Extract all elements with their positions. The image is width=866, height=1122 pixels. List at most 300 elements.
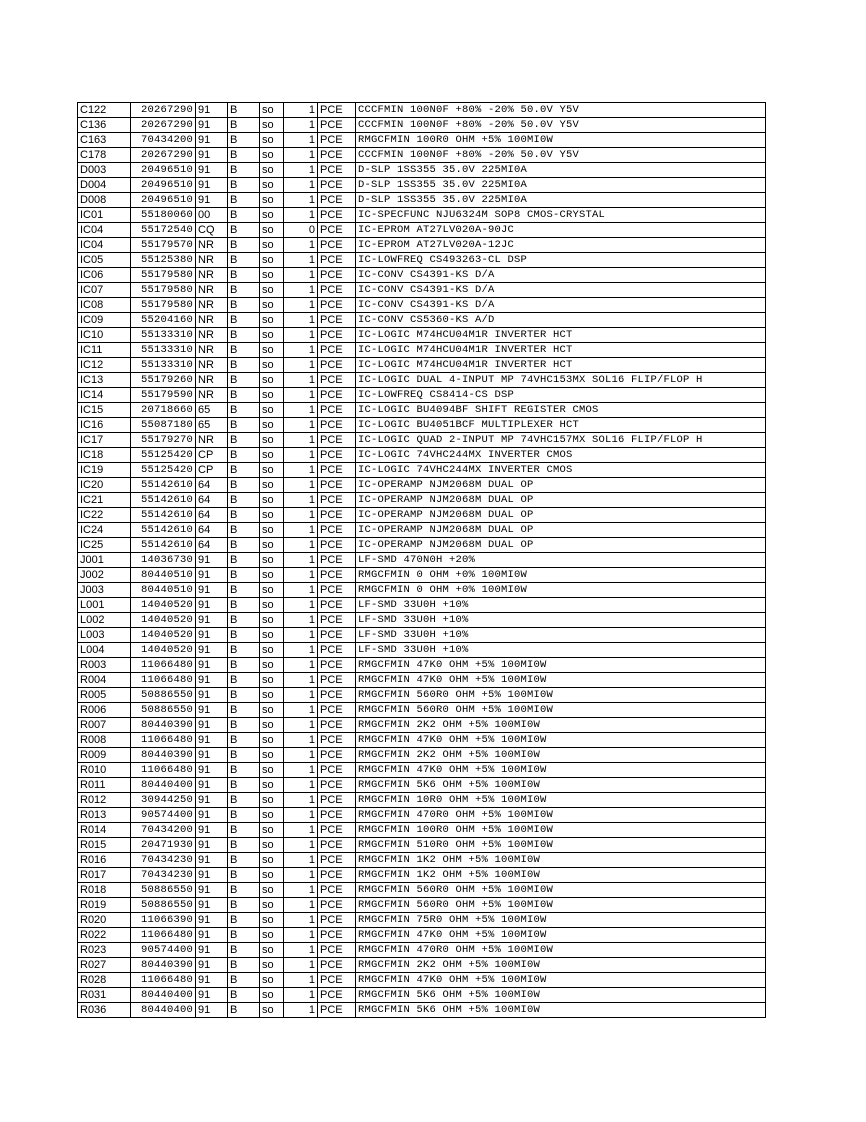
description-cell: RMGCFMIN 100R0 OHM +5% 100MI0W <box>356 133 766 148</box>
table-row <box>78 343 766 358</box>
part-number-cell: 55133310 <box>131 358 196 373</box>
ref-designator-cell: R016 <box>78 853 131 868</box>
source-code-cell: so <box>260 988 284 1003</box>
part-number-cell: 14036730 <box>131 553 196 568</box>
source-code-cell: so <box>260 238 284 253</box>
unit-cell: PCE <box>318 238 356 253</box>
part-number-cell: 14040520 <box>131 613 196 628</box>
description-cell: IC-EPROM AT27LV020A-90JC <box>356 223 766 238</box>
status-code-cell: B <box>228 493 260 508</box>
class-code-cell: 91 <box>196 733 228 748</box>
description-cell: LF-SMD 33U0H +10% <box>356 643 766 658</box>
class-code-cell: NR <box>196 388 228 403</box>
description-cell: RMGCFMIN 470R0 OHM +5% 100MI0W <box>356 943 766 958</box>
description-cell: IC-OPERAMP NJM2068M DUAL OP <box>356 538 766 553</box>
source-code-cell: so <box>260 673 284 688</box>
status-code-cell: B <box>228 238 260 253</box>
part-number-cell: 50886550 <box>131 898 196 913</box>
part-number-cell: 11066390 <box>131 913 196 928</box>
quantity-cell: 1 <box>284 463 318 478</box>
class-code-cell: 91 <box>196 658 228 673</box>
quantity-cell: 1 <box>284 718 318 733</box>
quantity-cell: 1 <box>284 688 318 703</box>
part-number-cell: 11066480 <box>131 763 196 778</box>
unit-cell: PCE <box>318 403 356 418</box>
description-cell: IC-OPERAMP NJM2068M DUAL OP <box>356 478 766 493</box>
class-code-cell: 91 <box>196 568 228 583</box>
part-number-cell: 70434230 <box>131 853 196 868</box>
source-code-cell: so <box>260 868 284 883</box>
ref-designator-cell: IC20 <box>78 478 131 493</box>
table-row <box>78 973 766 988</box>
description-cell: IC-LOGIC BU4051BCF MULTIPLEXER HCT <box>356 418 766 433</box>
status-code-cell: B <box>228 118 260 133</box>
unit-cell: PCE <box>318 823 356 838</box>
quantity-cell: 1 <box>284 418 318 433</box>
description-cell: IC-OPERAMP NJM2068M DUAL OP <box>356 493 766 508</box>
source-code-cell: so <box>260 388 284 403</box>
quantity-cell: 1 <box>284 208 318 223</box>
description-cell: RMGCFMIN 1K2 OHM +5% 100MI0W <box>356 868 766 883</box>
quantity-cell: 1 <box>284 268 318 283</box>
description-cell: RMGCFMIN 0 OHM +0% 100MI0W <box>356 583 766 598</box>
ref-designator-cell: IC25 <box>78 538 131 553</box>
unit-cell: PCE <box>318 793 356 808</box>
table-row <box>78 598 766 613</box>
table-row <box>78 868 766 883</box>
description-cell: IC-CONV CS4391-KS D/A <box>356 268 766 283</box>
class-code-cell: 91 <box>196 748 228 763</box>
description-cell: RMGCFMIN 10R0 OHM +5% 100MI0W <box>356 793 766 808</box>
class-code-cell: 65 <box>196 418 228 433</box>
description-cell: RMGCFMIN 510R0 OHM +5% 100MI0W <box>356 838 766 853</box>
ref-designator-cell: IC12 <box>78 358 131 373</box>
source-code-cell: so <box>260 688 284 703</box>
quantity-cell: 1 <box>284 523 318 538</box>
part-number-cell: 30944250 <box>131 793 196 808</box>
description-cell: RMGCFMIN 2K2 OHM +5% 100MI0W <box>356 958 766 973</box>
part-number-cell: 55133310 <box>131 343 196 358</box>
table-row <box>78 388 766 403</box>
quantity-cell: 1 <box>284 328 318 343</box>
table-row <box>78 493 766 508</box>
source-code-cell: so <box>260 193 284 208</box>
class-code-cell: 91 <box>196 823 228 838</box>
table-row <box>78 118 766 133</box>
source-code-cell: so <box>260 733 284 748</box>
unit-cell: PCE <box>318 703 356 718</box>
status-code-cell: B <box>228 553 260 568</box>
unit-cell: PCE <box>318 133 356 148</box>
ref-designator-cell: D004 <box>78 178 131 193</box>
table-row <box>78 928 766 943</box>
table-row <box>78 358 766 373</box>
source-code-cell: so <box>260 793 284 808</box>
table-row <box>78 793 766 808</box>
status-code-cell: B <box>228 403 260 418</box>
description-cell: RMGCFMIN 1K2 OHM +5% 100MI0W <box>356 853 766 868</box>
description-cell: RMGCFMIN 75R0 OHM +5% 100MI0W <box>356 913 766 928</box>
status-code-cell: B <box>228 433 260 448</box>
table-row <box>78 628 766 643</box>
description-cell: IC-LOGIC M74HCU04M1R INVERTER HCT <box>356 343 766 358</box>
status-code-cell: B <box>228 538 260 553</box>
class-code-cell: NR <box>196 373 228 388</box>
table-row <box>78 718 766 733</box>
quantity-cell: 1 <box>284 553 318 568</box>
status-code-cell: B <box>228 613 260 628</box>
status-code-cell: B <box>228 658 260 673</box>
status-code-cell: B <box>228 148 260 163</box>
unit-cell: PCE <box>318 553 356 568</box>
table-row <box>78 103 766 118</box>
ref-designator-cell: C178 <box>78 148 131 163</box>
class-code-cell: NR <box>196 268 228 283</box>
source-code-cell: so <box>260 373 284 388</box>
table-row <box>78 223 766 238</box>
quantity-cell: 1 <box>284 568 318 583</box>
parts-list-body <box>78 103 766 1018</box>
quantity-cell: 1 <box>284 448 318 463</box>
part-number-cell: 14040520 <box>131 643 196 658</box>
source-code-cell: so <box>260 463 284 478</box>
table-row <box>78 673 766 688</box>
source-code-cell: so <box>260 508 284 523</box>
ref-designator-cell: R006 <box>78 703 131 718</box>
status-code-cell: B <box>228 853 260 868</box>
table-row <box>78 148 766 163</box>
class-code-cell: 64 <box>196 508 228 523</box>
source-code-cell: so <box>260 358 284 373</box>
ref-designator-cell: R019 <box>78 898 131 913</box>
status-code-cell: B <box>228 463 260 478</box>
status-code-cell: B <box>228 973 260 988</box>
quantity-cell: 1 <box>284 508 318 523</box>
quantity-cell: 1 <box>284 238 318 253</box>
part-number-cell: 80440390 <box>131 958 196 973</box>
unit-cell: PCE <box>318 1003 356 1018</box>
quantity-cell: 1 <box>284 148 318 163</box>
source-code-cell: so <box>260 343 284 358</box>
source-code-cell: so <box>260 763 284 778</box>
class-code-cell: 91 <box>196 943 228 958</box>
description-cell: IC-CONV CS5360-KS A/D <box>356 313 766 328</box>
part-number-cell: 55087180 <box>131 418 196 433</box>
table-row <box>78 883 766 898</box>
unit-cell: PCE <box>318 418 356 433</box>
description-cell: RMGCFMIN 560R0 OHM +5% 100MI0W <box>356 883 766 898</box>
part-number-cell: 80440390 <box>131 718 196 733</box>
part-number-cell: 80440400 <box>131 988 196 1003</box>
class-code-cell: 91 <box>196 958 228 973</box>
ref-designator-cell: J003 <box>78 583 131 598</box>
source-code-cell: so <box>260 658 284 673</box>
unit-cell: PCE <box>318 763 356 778</box>
unit-cell: PCE <box>318 928 356 943</box>
status-code-cell: B <box>228 688 260 703</box>
unit-cell: PCE <box>318 253 356 268</box>
part-number-cell: 55125380 <box>131 253 196 268</box>
status-code-cell: B <box>228 1003 260 1018</box>
source-code-cell: so <box>260 553 284 568</box>
part-number-cell: 55179580 <box>131 268 196 283</box>
table-row <box>78 583 766 598</box>
unit-cell: PCE <box>318 358 356 373</box>
quantity-cell: 1 <box>284 613 318 628</box>
status-code-cell: B <box>228 823 260 838</box>
ref-designator-cell: L004 <box>78 643 131 658</box>
table-row <box>78 898 766 913</box>
source-code-cell: so <box>260 493 284 508</box>
ref-designator-cell: R014 <box>78 823 131 838</box>
unit-cell: PCE <box>318 868 356 883</box>
table-row <box>78 313 766 328</box>
part-number-cell: 70434230 <box>131 868 196 883</box>
table-row <box>78 748 766 763</box>
source-code-cell: so <box>260 883 284 898</box>
table-row <box>78 943 766 958</box>
unit-cell: PCE <box>318 163 356 178</box>
status-code-cell: B <box>228 448 260 463</box>
status-code-cell: B <box>228 508 260 523</box>
unit-cell: PCE <box>318 898 356 913</box>
class-code-cell: 91 <box>196 838 228 853</box>
description-cell: IC-OPERAMP NJM2068M DUAL OP <box>356 523 766 538</box>
table-row <box>78 283 766 298</box>
class-code-cell: NR <box>196 433 228 448</box>
part-number-cell: 90574400 <box>131 808 196 823</box>
source-code-cell: so <box>260 628 284 643</box>
description-cell: LF-SMD 33U0H +10% <box>356 613 766 628</box>
status-code-cell: B <box>228 133 260 148</box>
class-code-cell: 91 <box>196 178 228 193</box>
class-code-cell: NR <box>196 253 228 268</box>
source-code-cell: so <box>260 448 284 463</box>
class-code-cell: 91 <box>196 688 228 703</box>
unit-cell: PCE <box>318 448 356 463</box>
table-row <box>78 568 766 583</box>
part-number-cell: 55142610 <box>131 508 196 523</box>
table-row <box>78 418 766 433</box>
part-number-cell: 11066480 <box>131 928 196 943</box>
ref-designator-cell: R015 <box>78 838 131 853</box>
status-code-cell: B <box>228 958 260 973</box>
ref-designator-cell: R008 <box>78 733 131 748</box>
source-code-cell: so <box>260 898 284 913</box>
class-code-cell: CP <box>196 448 228 463</box>
source-code-cell: so <box>260 973 284 988</box>
quantity-cell: 1 <box>284 478 318 493</box>
quantity-cell: 1 <box>284 163 318 178</box>
unit-cell: PCE <box>318 463 356 478</box>
status-code-cell: B <box>228 883 260 898</box>
quantity-cell: 1 <box>284 658 318 673</box>
quantity-cell: 1 <box>284 778 318 793</box>
description-cell: D-SLP 1SS355 35.0V 225MI0A <box>356 163 766 178</box>
ref-designator-cell: R020 <box>78 913 131 928</box>
class-code-cell: NR <box>196 238 228 253</box>
status-code-cell: B <box>228 673 260 688</box>
class-code-cell: 91 <box>196 898 228 913</box>
part-number-cell: 20267290 <box>131 103 196 118</box>
part-number-cell: 55179570 <box>131 238 196 253</box>
description-cell: D-SLP 1SS355 35.0V 225MI0A <box>356 178 766 193</box>
unit-cell: PCE <box>318 628 356 643</box>
status-code-cell: B <box>228 898 260 913</box>
status-code-cell: B <box>228 163 260 178</box>
source-code-cell: so <box>260 943 284 958</box>
part-number-cell: 70434200 <box>131 823 196 838</box>
source-code-cell: so <box>260 118 284 133</box>
class-code-cell: CP <box>196 463 228 478</box>
class-code-cell: 91 <box>196 853 228 868</box>
description-cell: RMGCFMIN 47K0 OHM +5% 100MI0W <box>356 928 766 943</box>
table-row <box>78 478 766 493</box>
source-code-cell: so <box>260 283 284 298</box>
description-cell: RMGCFMIN 47K0 OHM +5% 100MI0W <box>356 658 766 673</box>
class-code-cell: 64 <box>196 538 228 553</box>
table-row <box>78 688 766 703</box>
part-number-cell: 80440510 <box>131 568 196 583</box>
source-code-cell: so <box>260 1003 284 1018</box>
ref-designator-cell: IC09 <box>78 313 131 328</box>
status-code-cell: B <box>228 103 260 118</box>
source-code-cell: so <box>260 703 284 718</box>
table-row <box>78 268 766 283</box>
quantity-cell: 1 <box>284 253 318 268</box>
class-code-cell: 00 <box>196 208 228 223</box>
ref-designator-cell: IC13 <box>78 373 131 388</box>
table-row <box>78 448 766 463</box>
ref-designator-cell: R007 <box>78 718 131 733</box>
source-code-cell: so <box>260 958 284 973</box>
status-code-cell: B <box>228 838 260 853</box>
class-code-cell: 91 <box>196 628 228 643</box>
part-number-cell: 55179260 <box>131 373 196 388</box>
status-code-cell: B <box>228 718 260 733</box>
table-row <box>78 538 766 553</box>
ref-designator-cell: R011 <box>78 778 131 793</box>
part-number-cell: 11066480 <box>131 973 196 988</box>
description-cell: RMGCFMIN 47K0 OHM +5% 100MI0W <box>356 733 766 748</box>
unit-cell: PCE <box>318 673 356 688</box>
unit-cell: PCE <box>318 658 356 673</box>
table-row <box>78 208 766 223</box>
class-code-cell: 91 <box>196 1003 228 1018</box>
status-code-cell: B <box>228 568 260 583</box>
source-code-cell: so <box>260 418 284 433</box>
class-code-cell: 91 <box>196 763 228 778</box>
class-code-cell: 65 <box>196 403 228 418</box>
class-code-cell: NR <box>196 328 228 343</box>
description-cell: RMGCFMIN 560R0 OHM +5% 100MI0W <box>356 898 766 913</box>
description-cell: IC-LOGIC QUAD 2-INPUT MP 74VHC157MX SOL16 FLIP/FLOP H <box>356 433 766 448</box>
part-number-cell: 50886550 <box>131 688 196 703</box>
unit-cell: PCE <box>318 988 356 1003</box>
description-cell: RMGCFMIN 0 OHM +0% 100MI0W <box>356 568 766 583</box>
class-code-cell: 64 <box>196 523 228 538</box>
ref-designator-cell: R031 <box>78 988 131 1003</box>
status-code-cell: B <box>228 913 260 928</box>
table-row <box>78 433 766 448</box>
status-code-cell: B <box>228 253 260 268</box>
class-code-cell: 91 <box>196 868 228 883</box>
table-row <box>78 913 766 928</box>
unit-cell: PCE <box>318 298 356 313</box>
table-row <box>78 808 766 823</box>
source-code-cell: so <box>260 163 284 178</box>
ref-designator-cell: R010 <box>78 763 131 778</box>
part-number-cell: 55179580 <box>131 298 196 313</box>
status-code-cell: B <box>228 703 260 718</box>
part-number-cell: 55180060 <box>131 208 196 223</box>
description-cell: RMGCFMIN 47K0 OHM +5% 100MI0W <box>356 763 766 778</box>
ref-designator-cell: C136 <box>78 118 131 133</box>
ref-designator-cell: IC22 <box>78 508 131 523</box>
quantity-cell: 1 <box>284 538 318 553</box>
part-number-cell: 55179590 <box>131 388 196 403</box>
description-cell: RMGCFMIN 2K2 OHM +5% 100MI0W <box>356 718 766 733</box>
unit-cell: PCE <box>318 508 356 523</box>
class-code-cell: 91 <box>196 988 228 1003</box>
quantity-cell: 1 <box>284 643 318 658</box>
unit-cell: PCE <box>318 343 356 358</box>
part-number-cell: 55172540 <box>131 223 196 238</box>
description-cell: RMGCFMIN 5K6 OHM +5% 100MI0W <box>356 988 766 1003</box>
unit-cell: PCE <box>318 613 356 628</box>
unit-cell: PCE <box>318 778 356 793</box>
ref-designator-cell: R017 <box>78 868 131 883</box>
ref-designator-cell: IC19 <box>78 463 131 478</box>
table-row <box>78 193 766 208</box>
ref-designator-cell: L001 <box>78 598 131 613</box>
table-row <box>78 838 766 853</box>
unit-cell: PCE <box>318 943 356 958</box>
table-row <box>78 463 766 478</box>
unit-cell: PCE <box>318 733 356 748</box>
part-number-cell: 20496510 <box>131 193 196 208</box>
ref-designator-cell: IC04 <box>78 238 131 253</box>
class-code-cell: NR <box>196 313 228 328</box>
class-code-cell: 91 <box>196 643 228 658</box>
unit-cell: PCE <box>318 433 356 448</box>
ref-designator-cell: J002 <box>78 568 131 583</box>
source-code-cell: so <box>260 718 284 733</box>
table-row <box>78 238 766 253</box>
status-code-cell: B <box>228 943 260 958</box>
quantity-cell: 1 <box>284 628 318 643</box>
source-code-cell: so <box>260 253 284 268</box>
quantity-cell: 1 <box>284 433 318 448</box>
description-cell: LF-SMD 33U0H +10% <box>356 628 766 643</box>
source-code-cell: so <box>260 643 284 658</box>
class-code-cell: CQ <box>196 223 228 238</box>
source-code-cell: so <box>260 223 284 238</box>
source-code-cell: so <box>260 133 284 148</box>
ref-designator-cell: R027 <box>78 958 131 973</box>
description-cell: LF-SMD 33U0H +10% <box>356 598 766 613</box>
description-cell: IC-LOGIC M74HCU04M1R INVERTER HCT <box>356 328 766 343</box>
status-code-cell: B <box>228 268 260 283</box>
source-code-cell: so <box>260 808 284 823</box>
quantity-cell: 1 <box>284 763 318 778</box>
unit-cell: PCE <box>318 148 356 163</box>
description-cell: RMGCFMIN 47K0 OHM +5% 100MI0W <box>356 973 766 988</box>
description-cell: RMGCFMIN 560R0 OHM +5% 100MI0W <box>356 703 766 718</box>
class-code-cell: 91 <box>196 973 228 988</box>
class-code-cell: 91 <box>196 778 228 793</box>
ref-designator-cell: IC15 <box>78 403 131 418</box>
